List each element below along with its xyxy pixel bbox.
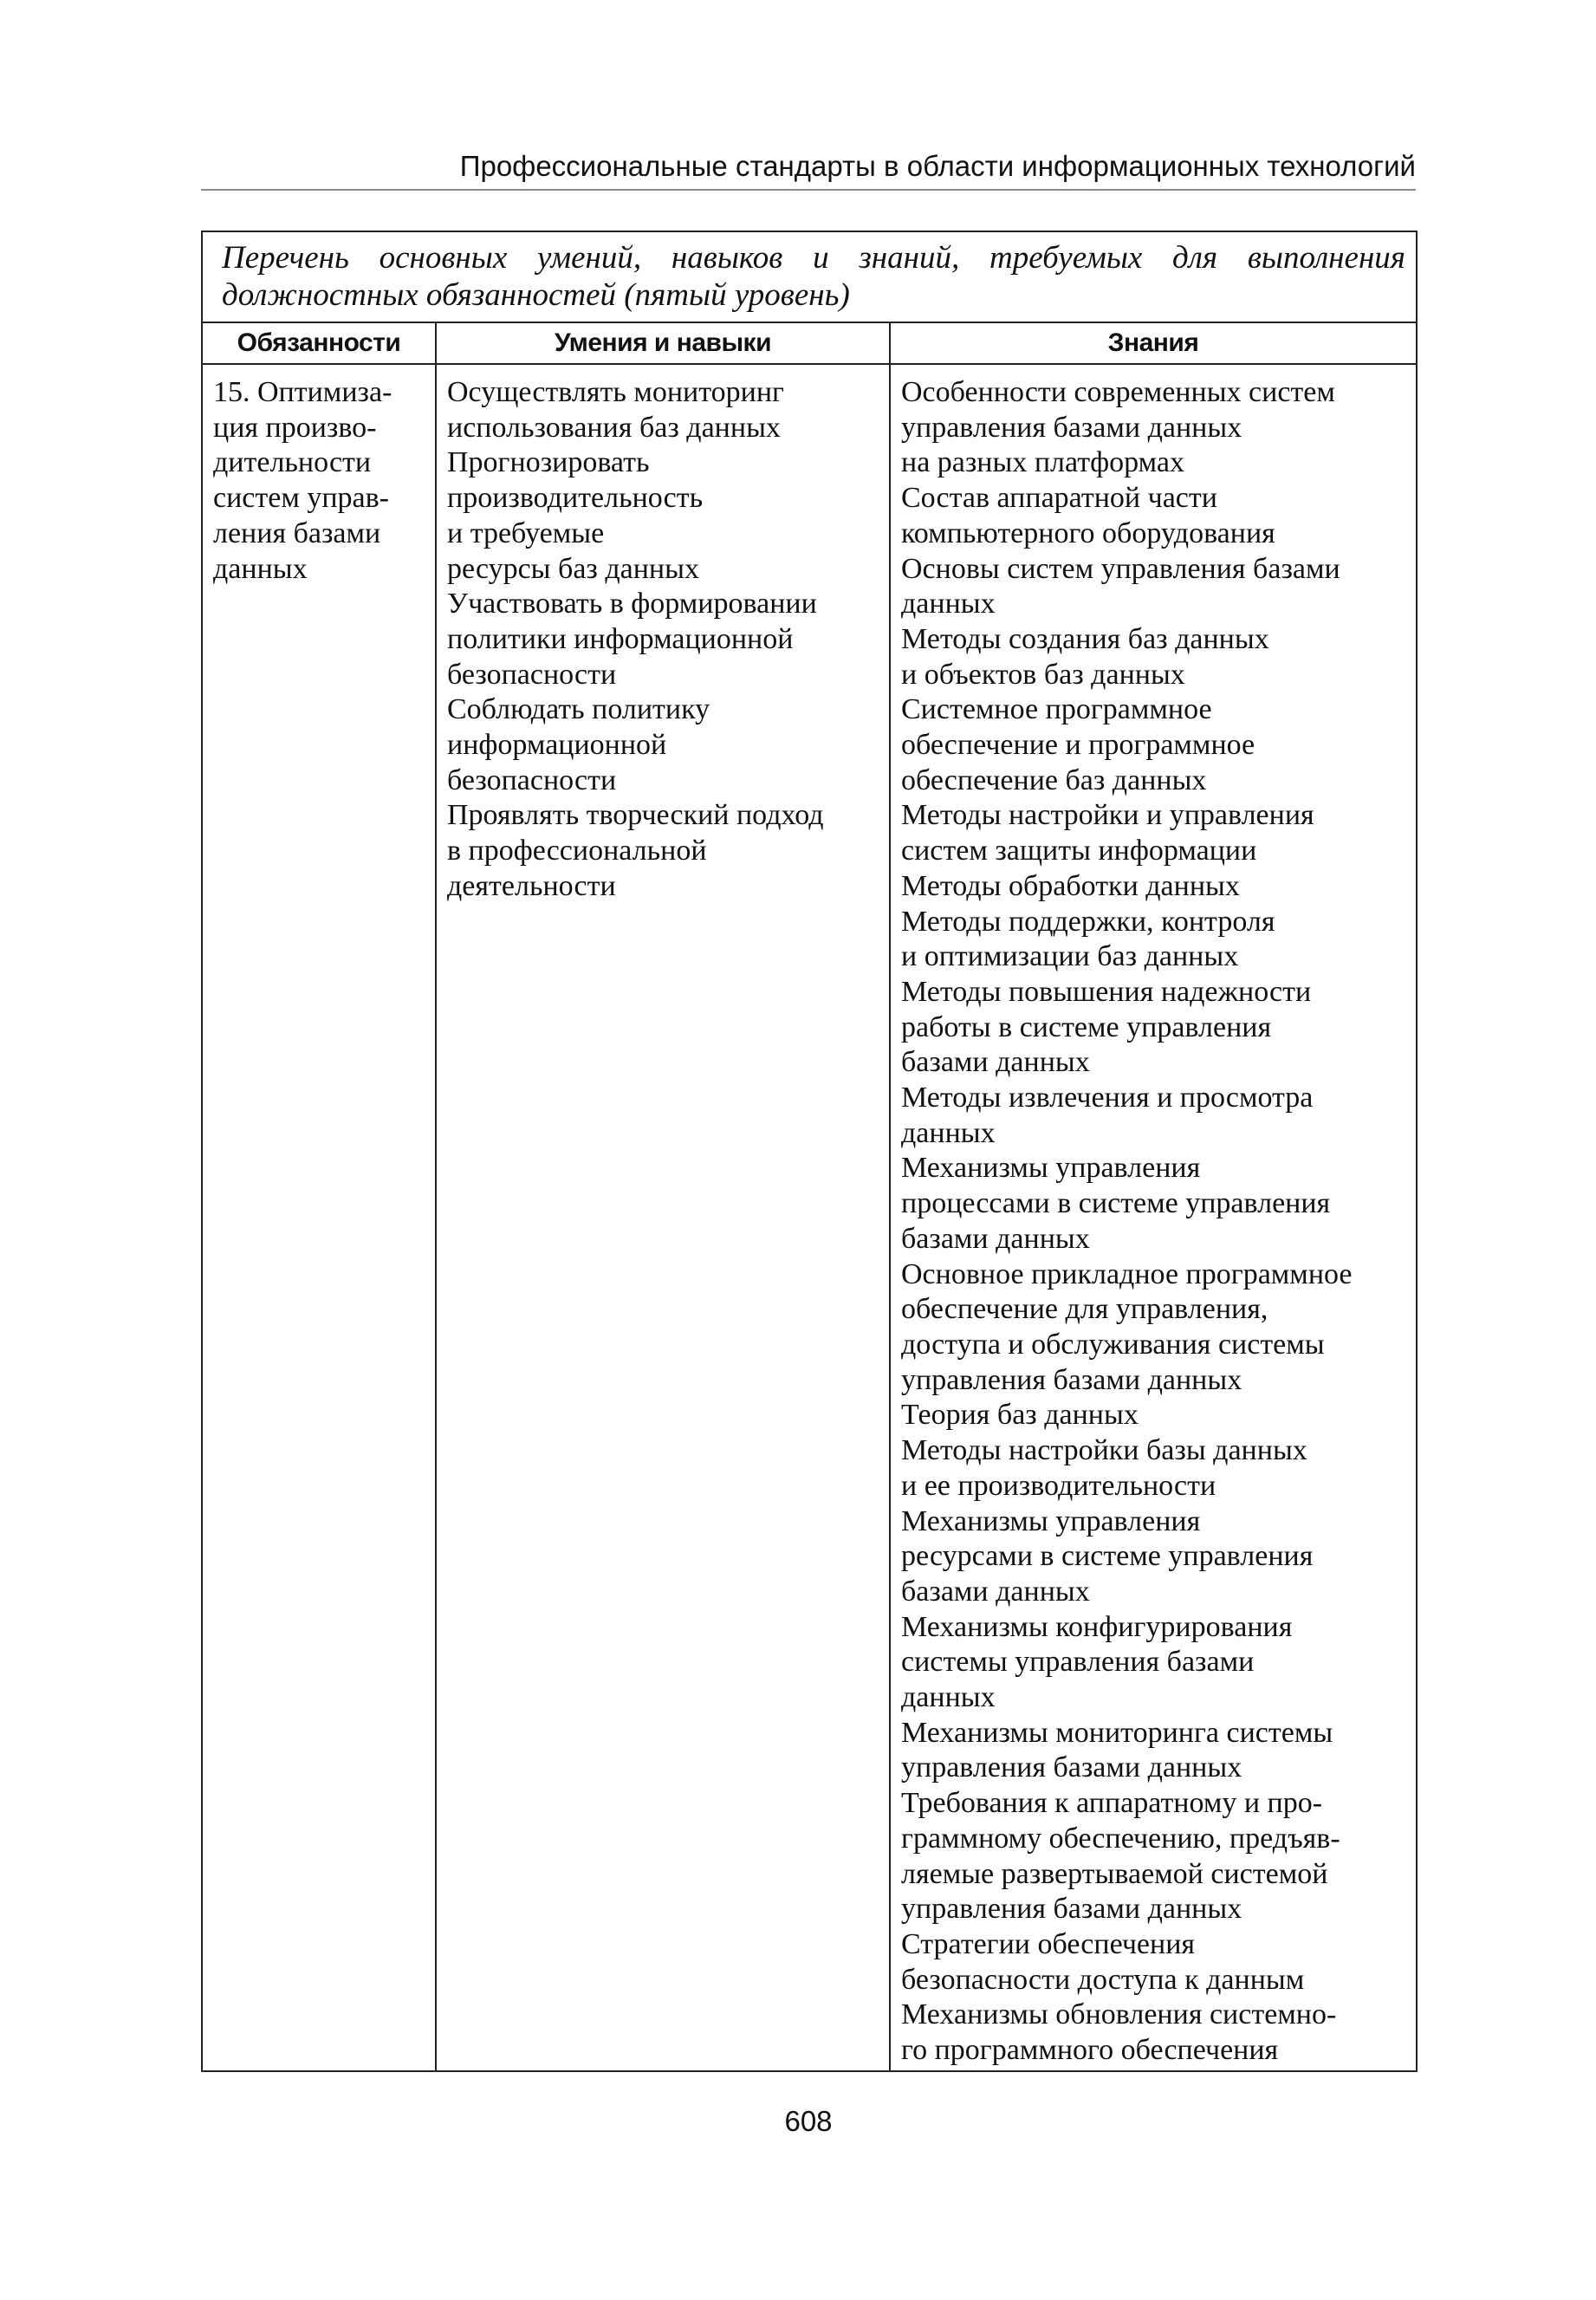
knowledge-cell: [890, 364, 1417, 2071]
cell-line: Осуществлять мониторинг: [447, 376, 784, 408]
cell-line: производительность: [447, 482, 704, 515]
cell-line: управления базами данных: [901, 411, 1242, 444]
cell-line: безопасности доступа к данным: [901, 1963, 1305, 1996]
cell-line: и объектов баз данных: [901, 658, 1185, 691]
cell-line: Участвовать в формировании: [447, 588, 817, 620]
cell-line: Основное прикладное программное: [901, 1257, 1353, 1290]
cell-line: и ее производительности: [901, 1469, 1216, 1502]
cell-line: управления базами данных: [901, 1893, 1242, 1926]
cell-line: Особенности современных систем: [901, 376, 1335, 408]
cell-line: в профессиональной: [447, 835, 707, 867]
cell-line: 15. Оптимиза-: [213, 376, 393, 408]
cell-line: Механизмы обновления системно-: [901, 1998, 1337, 2031]
duties-cell: [202, 364, 436, 2071]
cell-line: обеспечение и программное: [901, 729, 1255, 762]
cell-line: управления базами данных: [901, 1363, 1242, 1396]
cell-line: ляемые развертываемой системой: [901, 1857, 1328, 1890]
competency-table: [201, 231, 1418, 2072]
cell-line: Методы поддержки, контроля: [901, 905, 1275, 938]
page-number: 608: [784, 2105, 833, 2137]
cell-line: Стратегии обеспечения: [901, 1927, 1196, 1960]
cell-line: обеспечение баз данных: [901, 763, 1207, 796]
cell-line: ция произво-: [213, 411, 377, 444]
table-caption-row: [202, 231, 1417, 322]
cell-line: и оптимизации баз данных: [901, 940, 1239, 973]
cell-line: политики информационной: [447, 622, 794, 655]
cell-line: Проявлять творческий подход: [447, 799, 824, 832]
cell-line: систем защиты информации: [901, 835, 1257, 867]
cell-line: на разных платформах: [901, 446, 1184, 479]
table-caption: Перечень основных умений, навыков и знаний, требуемых для выполнения должностных обязанностей (пятый уровень): [202, 231, 1417, 322]
running-header: Профессиональные стандарты в области информационных технологий: [459, 150, 1416, 182]
cell-line: и требуемые: [447, 517, 605, 549]
cell-line: Механизмы мониторинга системы: [901, 1716, 1333, 1749]
cell-line: компьютерного оборудования: [901, 517, 1275, 549]
cell-line: ления базами: [213, 517, 381, 549]
cell-line: Соблюдать политику: [447, 693, 710, 726]
cell-line: безопасности: [447, 658, 617, 691]
cell-line: работы в системе управления: [901, 1010, 1272, 1043]
cell-line: информационной: [447, 729, 667, 762]
cell-line: данных: [901, 1116, 996, 1149]
cell-line: Методы извлечения и просмотра: [901, 1082, 1314, 1114]
cell-line: систем управ-: [213, 482, 390, 515]
cell-line: ресурсы баз данных: [447, 552, 699, 585]
cell-line: деятельности: [447, 869, 616, 902]
cell-line: Теория баз данных: [901, 1399, 1139, 1432]
cell-line: Методы обработки данных: [901, 869, 1240, 902]
column-header-knowledge: Знания: [890, 322, 1417, 364]
cell-line: Состав аппаратной части: [901, 482, 1217, 515]
cell-line: безопасности: [447, 763, 617, 796]
cell-line: Механизмы конфигурирования: [901, 1610, 1293, 1643]
cell-line: дительности: [213, 446, 372, 479]
cell-line: Основы систем управления базами: [901, 552, 1340, 585]
cell-line: Методы повышения надежности: [901, 975, 1312, 1008]
cell-line: процессами в системе управления: [901, 1187, 1331, 1220]
cell-line: Требования к аппаратному и про-: [901, 1787, 1323, 1820]
header-rule: [201, 189, 1416, 191]
cell-line: базами данных: [901, 1575, 1090, 1608]
table-row: [202, 364, 1417, 2071]
cell-line: Механизмы управления: [901, 1504, 1201, 1537]
cell-line: го программного обеспечения: [901, 2034, 1279, 2067]
cell-line: граммному обеспечению, предъяв-: [901, 1822, 1340, 1855]
cell-line: Методы создания баз данных: [901, 622, 1269, 655]
cell-line: базами данных: [901, 1222, 1090, 1255]
cell-line: Методы настройки и управления: [901, 799, 1314, 832]
cell-line: данных: [213, 552, 308, 585]
cell-line: Системное программное: [901, 693, 1212, 726]
cell-line: системы управления базами: [901, 1646, 1255, 1679]
table-header-row: [202, 322, 1417, 364]
cell-line: Прогнозировать: [447, 446, 650, 479]
cell-line: базами данных: [901, 1046, 1090, 1079]
cell-line: данных: [901, 588, 996, 620]
cell-line: данных: [901, 1681, 996, 1714]
cell-line: Механизмы управления: [901, 1152, 1201, 1185]
cell-line: ресурсами в системе управления: [901, 1540, 1314, 1573]
cell-line: Методы настройки базы данных: [901, 1434, 1307, 1467]
column-header-duties: Обязанности: [202, 322, 436, 364]
column-header-skills: Умения и навыки: [436, 322, 890, 364]
cell-line: доступа и обслуживания системы: [901, 1328, 1325, 1361]
cell-line: обеспечение для управления,: [901, 1293, 1268, 1326]
skills-cell: [436, 364, 890, 2071]
cell-line: управления базами данных: [901, 1751, 1242, 1784]
cell-line: использования баз данных: [447, 411, 781, 444]
